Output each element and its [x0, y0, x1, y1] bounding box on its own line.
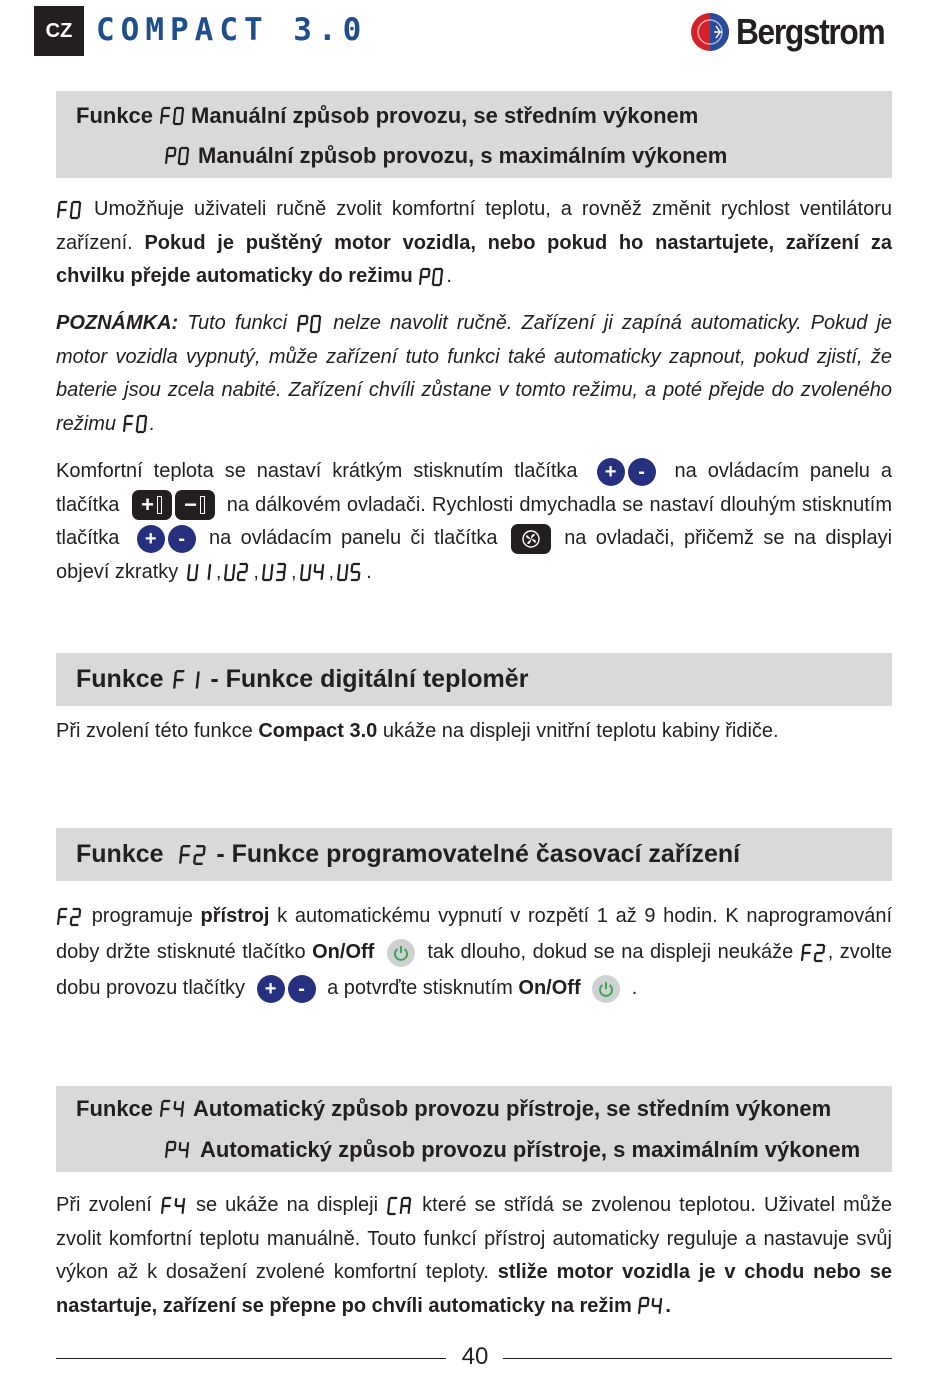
text: na ovládacím panelu či tlačítka	[209, 527, 498, 549]
lcd-code	[637, 1296, 665, 1316]
plus-button-icon: +	[257, 975, 285, 1003]
text: se ukáže na displeji	[196, 1194, 379, 1216]
paragraph: Umožňuje uživateli ručně zvolit komfortní teplotu, a rovněž změnit rychlost ventilátoru zařízení. Pokud je puštěný motor vozidla, nebo pokud ho nastartujete, zařízení za chvilku přejde automaticky do režimu .	[56, 198, 892, 287]
minus-button-icon: -	[168, 525, 196, 553]
product-title: COMPACT 3.0	[96, 12, 368, 48]
heading-text: Automatický způsob provozu přístroje, s maximálním výkonem	[200, 1137, 861, 1162]
speed-code-list: , , , , .	[184, 561, 372, 583]
fan-button-icon	[511, 524, 551, 554]
text: na ovládacím panelu a tlačítka	[56, 460, 893, 516]
text: programuje	[91, 905, 193, 927]
lcd-code-speed	[223, 562, 251, 582]
text: nelze navolit ručně. Zařízení ji zapíná automaticky. Pokud je motor vozidla vypnutý, může zařízení tuto funkci také automaticky zapnout, pokud zjistí, že baterie jsou zcela nabité. Zařízení chvíli zůstane v tomto režimu, a poté přejde do zvoleného režimu	[56, 312, 893, 435]
bold-text: Pokud je puštěný motor vozidla, nebo pokud ho nastartujete, zařízení za chvilku přejde automaticky do režimu	[56, 231, 892, 287]
power-button-icon	[592, 975, 620, 1003]
lcd-code	[160, 1196, 188, 1216]
footer-rule-left	[56, 1358, 446, 1359]
text: Při zvolení	[56, 1194, 152, 1216]
remote-plus-button-icon: +	[132, 490, 172, 520]
text: k automatickému vypnutí v rozpětí 1 až 9 hodin. K naprogramování doby držte stisknuté tlačítko	[56, 905, 893, 963]
text: Umožňuje uživateli ručně zvolit komfortní teplotu, a rovněž změnit rychlost ventilátoru zařízení.	[56, 198, 892, 254]
text: .	[631, 977, 638, 999]
heading-prefix: Funkce	[76, 103, 154, 128]
language-badge: CZ	[34, 6, 84, 56]
text: které se střídá se zvolenou teplotou. Uživatel může zvolit komfortní teplotu manuálně. Touto funkcí přístroj automaticky reguluje a nastavuje svůj výkon až k dosažení zvolené komfortní teploty.	[56, 1194, 893, 1283]
heading-text: Manuální způsob provozu, s maximálním výkonem	[198, 143, 728, 168]
lcd-code	[178, 844, 209, 866]
minus-button-icon: -	[628, 458, 656, 486]
bold-text: přístroj	[200, 905, 270, 927]
lcd-code	[122, 414, 150, 434]
power-button-icon	[387, 939, 415, 967]
lcd-code	[56, 200, 84, 220]
lcd-code	[386, 1196, 414, 1216]
bold-text: stliže motor vozidla je v chodu nebo se nastartuje, zařízení se přepne po chvíli automaticky na režim	[56, 1261, 892, 1317]
note-paragraph: POZNÁMKA: Tuto funkci nelze navolit ručně. Zařízení ji zapíná automaticky. Pokud je motor vozidla vypnutý, může zařízení tuto funkci také automaticky zapnout, pokud zjistí, že baterie jsou zcela nabité. Zařízení chvíli zůstane v tomto režimu, a poté přejde do zvoleného režimu .	[56, 312, 893, 435]
lcd-code	[172, 669, 203, 691]
lcd-code	[800, 943, 828, 963]
text: Tuto funkci	[187, 312, 288, 334]
text: ukáže na displeji vnitřní teplotu kabiny řidiče.	[382, 720, 779, 742]
text: Komfortní teplota se nastaví krátkým stisknutím tlačítka	[56, 460, 578, 482]
minus-button-icon: -	[288, 975, 316, 1003]
paragraph	[56, 455, 892, 589]
text: Při zvolení této funkce	[56, 720, 253, 742]
bold-text: Compact 3.0	[258, 720, 378, 742]
brand-name: Bergstrom	[736, 11, 885, 52]
paragraph	[56, 898, 892, 1006]
section-f1-heading	[56, 653, 892, 706]
heading-text: - Funkce digitální teploměr	[210, 665, 529, 693]
paragraph: Při zvolení se ukáže na displeji které se střídá se zvolenou teplotou. Uživatel může zvolit komfortní teplotu manuálně. Touto funkcí přístroj automaticky reguluje a nastavuje svůj výkon až k dosažení zvolené komfortní teploty. stliže motor vozidla je v chodu nebo se nastartuje, zařízení se přepne po chvíli automaticky na režim .	[56, 1194, 893, 1317]
page-number: 40	[461, 1343, 489, 1370]
heading-text: Automatický způsob provozu přístroje, se středním výkonem	[193, 1096, 832, 1121]
bergstrom-emblem-icon	[690, 12, 730, 52]
text: na dálkovém ovladači. Rychlosti dmychadla se nastaví dlouhým stisknutím tlačítka	[56, 493, 892, 549]
lcd-code	[418, 267, 446, 287]
note-label: POZNÁMKA:	[56, 312, 179, 334]
heading-text: Manuální způsob provozu, se středním výkonem	[191, 103, 699, 128]
heading-prefix: Funkce	[76, 840, 164, 868]
section-f2-heading	[56, 828, 892, 881]
heading-prefix: Funkce	[76, 665, 164, 693]
lcd-code-speed	[186, 562, 214, 582]
lcd-code-speed	[336, 562, 364, 582]
heading-text: - Funkce programovatelné časovací zařízení	[216, 840, 741, 868]
section-f0-heading	[56, 91, 892, 178]
remote-minus-button-icon: −	[175, 490, 215, 520]
lcd-code	[164, 1140, 192, 1160]
bold-text: On/Off	[312, 941, 375, 963]
bold-text: On/Off	[518, 977, 581, 999]
text: tak dlouho, dokud se na displeji neukáže	[427, 941, 794, 963]
lcd-code	[159, 106, 187, 126]
lcd-code-speed	[261, 562, 289, 582]
lcd-code	[164, 146, 192, 166]
paragraph	[56, 715, 892, 749]
lcd-code	[296, 314, 324, 334]
text: na ovladači, přičemž se na displayi objeví zkratky	[56, 527, 893, 583]
lcd-code	[159, 1099, 187, 1119]
heading-prefix: Funkce	[76, 1096, 154, 1121]
section-f4-heading	[56, 1086, 892, 1172]
bergstrom-logo	[690, 8, 905, 56]
lcd-code	[56, 907, 84, 927]
text: a potvrďte stisknutím	[327, 977, 513, 999]
lcd-code-speed	[299, 562, 327, 582]
text: , zvolte dobu provozu tlačítky	[56, 941, 892, 999]
plus-button-icon: +	[137, 525, 165, 553]
footer-rule-right	[503, 1358, 892, 1359]
plus-button-icon: +	[597, 458, 625, 486]
